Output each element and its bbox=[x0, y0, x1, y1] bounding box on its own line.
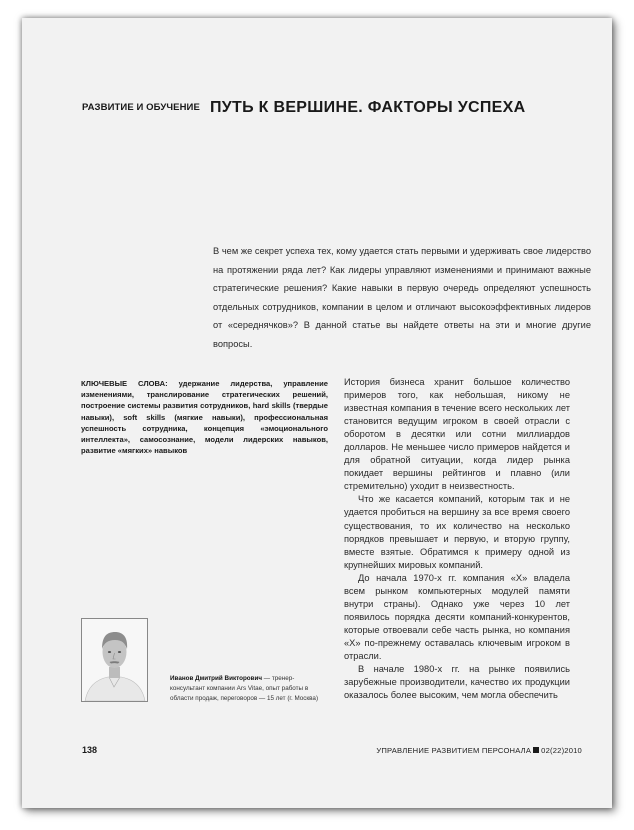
author-info bbox=[170, 674, 328, 705]
article-title: ПУТЬ К ВЕРШИНЕ. ФАКТОРЫ УСПЕХА bbox=[210, 99, 526, 116]
keywords-text: удержание лидерства, управление изменениями, транслирование стратегических решений, построение системы развития сотрудников, hard skills (твердые навыки), soft skills (мягкие навыки), профессиональная успешность сотрудника, концепция «эмоционального интеллекта», самосознание, модели лидерских навыков, развитие «мягких» навыков bbox=[81, 379, 328, 456]
square-bullet-icon bbox=[533, 747, 539, 753]
keywords-block bbox=[81, 378, 328, 456]
body-paragraph: Что же касается компаний, которым так и не удается пробиться на вершину за все время своего существования, то их количество на несколько порядков превышает и первую, и вторую группу, вместе взятые. Обратимся к примеру одной из крупнейших мировых компаний. bbox=[344, 494, 570, 570]
body-paragraph: В начале 1980-х гг. на рынке появились зарубежные производители, качество их продукции оказалось более высоким, чем могла обеспечить bbox=[344, 664, 570, 701]
article-body bbox=[344, 376, 570, 702]
body-paragraph: До начала 1970-х гг. компания «Х» владела всем рынком компьютерных модулей памяти внутри страны). Однако уже через 10 лет появилось порядка десяти компаний-конкурентов, которые отвоевали себе часть рынка, но компания «Х» по-прежнему оставалась ключевым игроком в отрасли. bbox=[344, 572, 570, 661]
journal-name: УПРАВЛЕНИЕ РАЗВИТИЕМ ПЕРСОНАЛА bbox=[376, 746, 532, 755]
page-number: 138 bbox=[82, 745, 98, 755]
author-bio: — тренер-консультант компании Ars Vitae, опыт работы в области продаж, переговоров — 15 лет (г. Москва) bbox=[170, 675, 319, 703]
body-paragraph: История бизнеса хранит большое количество примеров того, как небольшая, никому не известная компания в течение всего нескольких лет становится ведущим игроком в своей отрасли с оборотом в десятки или сотни миллиардов долларов. Не меньшее число примеров найдется и для обратной ситуации, когда лидер рынка покидает вершины рейтингов и плавно (или стремительно) уходит в неизвестность. bbox=[344, 377, 570, 492]
keywords-label: КЛЮЧЕВЫЕ СЛОВА: bbox=[81, 379, 168, 388]
journal-footer bbox=[376, 746, 582, 755]
lead-paragraph: В чем же секрет успеха тех, кому удается стать первыми и удерживать свое лидерство на протяжении ряда лет? Как лидеры управляют изменениями и принимают важные стратегические решения? Какие навыки в первую очередь определяют успешность отдельных сотрудников, компании в целом и отличают высокоэффективных лидеров от «середнячков»? В данной статье вы найдете ответы на эти и многие другие вопросы. bbox=[213, 246, 591, 349]
author-photo bbox=[81, 618, 148, 702]
author-name: Иванов Дмитрий Викторович bbox=[170, 675, 263, 682]
magazine-page bbox=[22, 18, 612, 808]
section-label: РАЗВИТИЕ И ОБУЧЕНИЕ bbox=[82, 102, 200, 113]
issue-number: 02(22)2010 bbox=[541, 746, 582, 755]
